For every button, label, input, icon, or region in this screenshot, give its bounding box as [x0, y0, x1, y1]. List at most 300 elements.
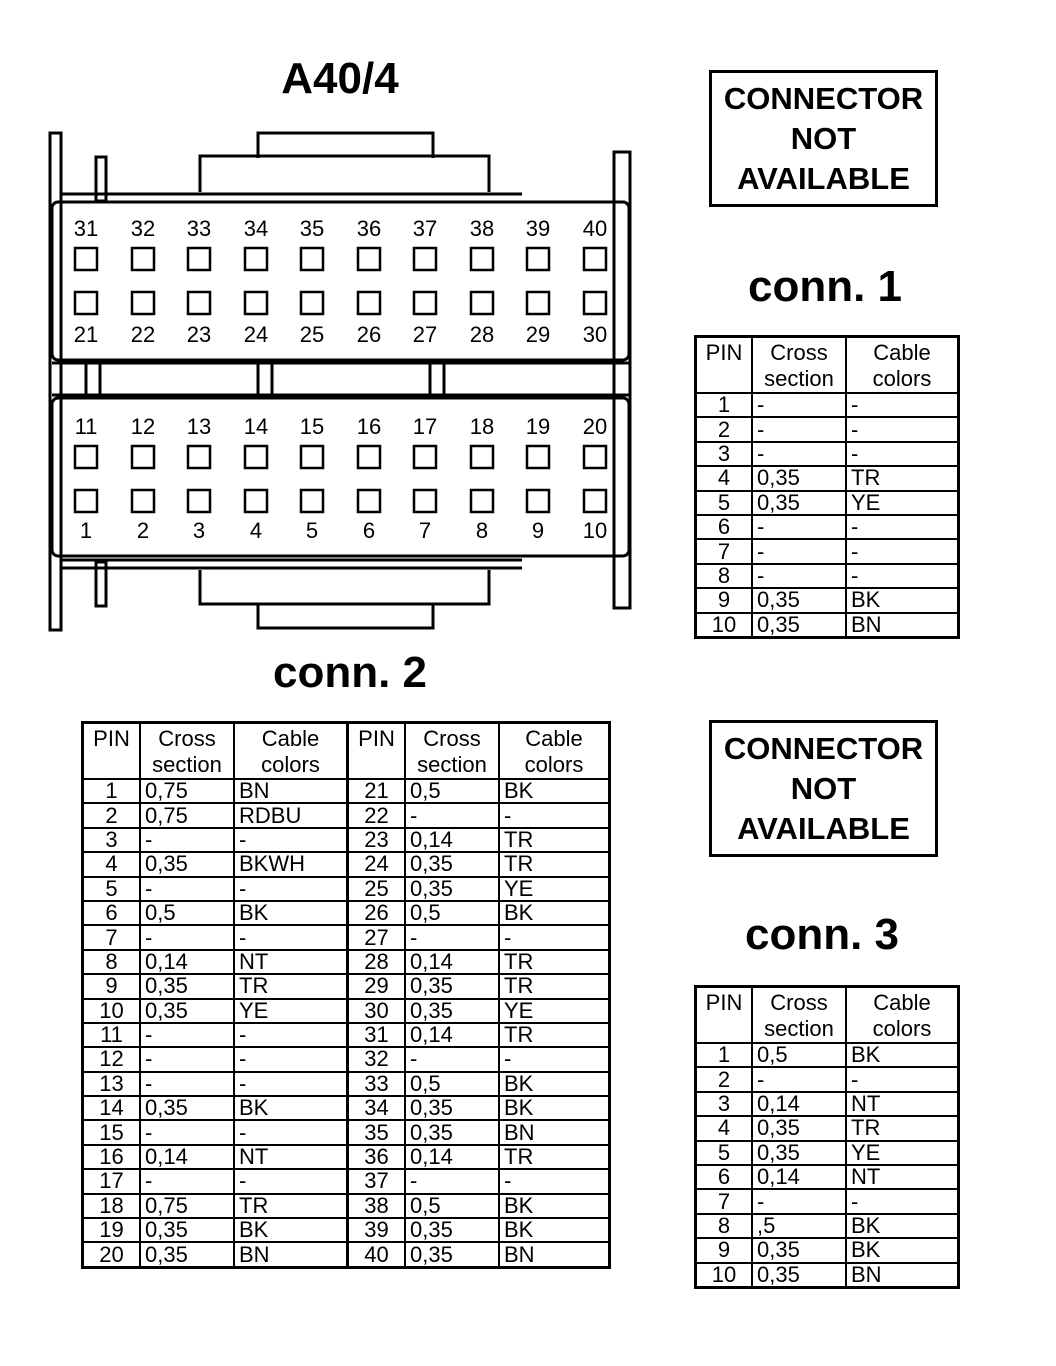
conn2-cell-pin: 4 — [83, 852, 141, 876]
pin-number-label: 6 — [362, 518, 376, 543]
conn3-header-cross: Cross section — [752, 987, 846, 1044]
pin-number-label: 32 — [130, 216, 156, 241]
na2-line2: NOT — [790, 770, 857, 806]
conn2-cell-cable-color: BK — [234, 1096, 348, 1120]
pin-socket — [188, 292, 210, 314]
conn2-cell-cable-color: TR — [234, 974, 348, 998]
conn2-header-cable-a: Cable colors — [234, 723, 348, 780]
conn2-cell-cross-section: 0,14 — [140, 1145, 234, 1169]
conn3-cell-pin: 10 — [696, 1263, 753, 1288]
conn2-cell-pin: 39 — [348, 1218, 406, 1242]
conn1-cell-pin: 6 — [696, 515, 753, 539]
pin-number-label: 14 — [243, 414, 269, 439]
conn2-cell-cross-section: 0,35 — [405, 1242, 499, 1267]
conn2-row — [83, 974, 610, 998]
conn2-cell-cross-section: 0,14 — [405, 1145, 499, 1169]
conn2-cell-pin: 9 — [83, 974, 141, 998]
conn2-cell-cable-color: BN — [234, 1242, 348, 1267]
conn2-cell-cross-section: - — [140, 1023, 234, 1047]
pin-number-label: 35 — [299, 216, 325, 241]
conn2-cell-cross-section: - — [140, 1169, 234, 1193]
conn3-header-pin: PIN — [696, 987, 753, 1044]
na1-line1: CONNECTOR — [723, 80, 924, 116]
conn2-title: conn. 2 — [272, 648, 428, 697]
conn3-row — [696, 1238, 959, 1262]
conn2-row — [83, 1023, 610, 1047]
conn2-cell-cable-color: BK — [499, 1218, 610, 1242]
conn1-cell-cross-section: - — [752, 393, 846, 417]
conn2-cell-pin: 37 — [348, 1169, 406, 1193]
conn3-cell-pin: 2 — [696, 1067, 753, 1091]
conn3-row — [696, 1043, 959, 1067]
conn2-cell-pin: 26 — [348, 901, 406, 925]
pin-number-label: 28 — [469, 322, 495, 347]
conn2-cell-pin: 19 — [83, 1218, 141, 1242]
conn2-cell-cable-color: RDBU — [234, 803, 348, 827]
pin-number-label: 10 — [582, 518, 608, 543]
conn2-row — [83, 1047, 610, 1071]
pin-number-label: 27 — [412, 322, 438, 347]
conn2-cell-cross-section: 0,35 — [140, 1096, 234, 1120]
pin-number-label: 33 — [186, 216, 212, 241]
conn3-cell-cable-color: - — [846, 1189, 959, 1213]
conn2-cell-pin: 17 — [83, 1169, 141, 1193]
pin-socket — [188, 248, 210, 270]
pin-socket — [414, 292, 436, 314]
conn1-title: conn. 1 — [747, 262, 903, 311]
conn2-cell-cable-color: - — [234, 1023, 348, 1047]
pin-socket — [75, 292, 97, 314]
pin-socket — [75, 490, 97, 512]
conn1-cell-cable-color: - — [846, 417, 959, 441]
pin-socket — [527, 292, 549, 314]
conn1-row — [696, 564, 959, 588]
pin-socket — [358, 248, 380, 270]
conn2-row — [83, 1072, 610, 1096]
pin-socket — [358, 446, 380, 468]
conn1-cell-cable-color: BN — [846, 613, 959, 638]
conn3-cell-pin: 3 — [696, 1092, 753, 1116]
conn1-cell-pin: 3 — [696, 442, 753, 466]
pin-socket — [245, 490, 267, 512]
conn3-row — [696, 1165, 959, 1189]
conn3-cell-pin: 9 — [696, 1238, 753, 1262]
conn2-cell-cross-section: 0,35 — [140, 974, 234, 998]
na1-line3: AVAILABLE — [737, 160, 910, 196]
pin-socket — [414, 446, 436, 468]
conn2-row — [83, 901, 610, 925]
conn2-row — [83, 828, 610, 852]
conn1-table — [694, 335, 960, 639]
conn2-cell-cross-section: 0,5 — [405, 1072, 499, 1096]
pin-number-label: 5 — [305, 518, 319, 543]
conn2-cell-pin: 31 — [348, 1023, 406, 1047]
conn2-header-cable-b: Cable colors — [499, 723, 610, 780]
pin-socket — [245, 446, 267, 468]
conn1-cell-cross-section: 0,35 — [752, 491, 846, 515]
conn2-cell-cable-color: - — [234, 828, 348, 852]
conn2-cell-cable-color: BN — [499, 1242, 610, 1267]
pin-socket — [527, 248, 549, 270]
conn1-cell-cross-section: - — [752, 539, 846, 563]
pin-socket — [471, 490, 493, 512]
conn2-cell-cross-section: 0,35 — [405, 974, 499, 998]
conn2-cell-cable-color: TR — [499, 852, 610, 876]
conn2-row — [83, 1096, 610, 1120]
pin-number-label: 18 — [469, 414, 495, 439]
main-title: A40/4 — [281, 54, 399, 103]
conn3-cell-cable-color: - — [846, 1067, 959, 1091]
conn3-cell-cross-section: 0,14 — [752, 1165, 846, 1189]
pin-number-label: 31 — [73, 216, 99, 241]
pin-number-label: 3 — [192, 518, 206, 543]
conn2-header-pin-b: PIN — [348, 723, 406, 780]
pin-number-label: 11 — [74, 414, 98, 439]
conn2-table — [81, 721, 611, 1269]
conn3-cell-pin: 7 — [696, 1189, 753, 1213]
conn3-cell-cable-color: BK — [846, 1238, 959, 1262]
pin-number-label: 16 — [356, 414, 382, 439]
conn2-cell-cable-color: - — [234, 1169, 348, 1193]
conn1-cell-cross-section: - — [752, 564, 846, 588]
conn2-cell-pin: 40 — [348, 1242, 406, 1267]
pin-number-label: 20 — [582, 414, 608, 439]
conn2-row — [83, 779, 610, 803]
conn2-cell-pin: 29 — [348, 974, 406, 998]
pin-socket — [584, 490, 606, 512]
conn2-row — [83, 1120, 610, 1144]
conn2-cell-cross-section: 0,14 — [405, 950, 499, 974]
conn1-cell-cross-section: - — [752, 442, 846, 466]
conn3-cell-cable-color: BK — [846, 1214, 959, 1238]
pin-number-label: 7 — [418, 518, 432, 543]
conn1-cell-cable-color: - — [846, 442, 959, 466]
pin-socket — [471, 248, 493, 270]
pin-number-label: 39 — [525, 216, 551, 241]
conn3-cell-cross-section: 0,35 — [752, 1263, 846, 1288]
conn2-cell-cable-color: BK — [499, 779, 610, 803]
conn2-cell-cross-section: - — [140, 828, 234, 852]
conn2-row — [83, 925, 610, 949]
conn3-cell-cross-section: 0,35 — [752, 1116, 846, 1140]
pin-socket — [527, 490, 549, 512]
conn2-cell-cable-color: BK — [499, 1072, 610, 1096]
conn2-cell-pin: 24 — [348, 852, 406, 876]
pin-number-label: 15 — [299, 414, 325, 439]
conn3-cell-cable-color: NT — [846, 1092, 959, 1116]
conn2-cell-pin: 32 — [348, 1047, 406, 1071]
conn3-cell-pin: 8 — [696, 1214, 753, 1238]
conn1-cell-pin: 4 — [696, 466, 753, 490]
pin-number-label: 19 — [525, 414, 551, 439]
conn2-cell-cable-color: BKWH — [234, 852, 348, 876]
conn2-cell-pin: 27 — [348, 925, 406, 949]
pin-number-label: 2 — [136, 518, 150, 543]
conn2-cell-pin: 2 — [83, 803, 141, 827]
conn2-cell-pin: 36 — [348, 1145, 406, 1169]
conn2-row — [83, 1145, 610, 1169]
pin-number-label: 23 — [186, 322, 212, 347]
conn2-cell-cable-color: YE — [499, 999, 610, 1023]
conn1-header-row — [696, 337, 959, 394]
conn2-cell-cable-color: BK — [499, 1194, 610, 1218]
pin-socket — [584, 292, 606, 314]
conn2-cell-pin: 30 — [348, 999, 406, 1023]
conn1-row — [696, 442, 959, 466]
conn2-cell-pin: 38 — [348, 1194, 406, 1218]
conn2-cell-cross-section: 0,35 — [140, 852, 234, 876]
conn2-cell-pin: 13 — [83, 1072, 141, 1096]
conn1-cell-cable-color: - — [846, 564, 959, 588]
conn2-cell-pin: 18 — [83, 1194, 141, 1218]
conn2-cell-cross-section: 0,5 — [140, 901, 234, 925]
conn2-cell-cable-color: NT — [234, 1145, 348, 1169]
conn1-header-pin: PIN — [696, 337, 753, 394]
conn3-cell-cross-section: ,5 — [752, 1214, 846, 1238]
na2-line1: CONNECTOR — [723, 730, 924, 766]
conn2-cell-cross-section: - — [405, 1169, 499, 1193]
conn2-cell-cross-section: 0,35 — [405, 1120, 499, 1144]
conn1-cell-cross-section: - — [752, 417, 846, 441]
conn3-cell-cable-color: BN — [846, 1263, 959, 1288]
conn1-row — [696, 393, 959, 417]
conn2-cell-cable-color: NT — [234, 950, 348, 974]
conn2-cell-cross-section: 0,35 — [405, 1218, 499, 1242]
conn2-cell-cable-color: TR — [499, 828, 610, 852]
conn2-cell-cable-color: TR — [499, 1023, 610, 1047]
pin-number-label: 21 — [73, 322, 99, 347]
conn2-cell-pin: 5 — [83, 877, 141, 901]
conn2-cell-cross-section: 0,75 — [140, 779, 234, 803]
conn3-header-cable: Cable colors — [846, 987, 959, 1044]
conn1-cell-cable-color: YE — [846, 491, 959, 515]
conn1-cell-cross-section: - — [752, 515, 846, 539]
conn2-cell-cable-color: YE — [234, 999, 348, 1023]
conn3-cell-cross-section: 0,14 — [752, 1092, 846, 1116]
conn2-cell-pin: 3 — [83, 828, 141, 852]
conn1-cell-cable-color: BK — [846, 588, 959, 612]
conn2-row — [83, 1242, 610, 1267]
conn2-cell-cross-section: 0,5 — [405, 779, 499, 803]
conn2-cell-pin: 28 — [348, 950, 406, 974]
pin-socket — [414, 490, 436, 512]
conn2-cell-cross-section: 0,35 — [140, 1242, 234, 1267]
pin-number-label: 24 — [243, 322, 269, 347]
conn3-cell-cross-section: 0,35 — [752, 1141, 846, 1165]
conn2-cell-cable-color: - — [499, 1169, 610, 1193]
conn3-cell-cable-color: YE — [846, 1141, 959, 1165]
conn2-cell-cross-section: - — [140, 1120, 234, 1144]
conn1-cell-cable-color: TR — [846, 466, 959, 490]
pin-number-label: 4 — [249, 518, 263, 543]
conn2-cell-cable-color: - — [234, 1072, 348, 1096]
conn2-cell-cross-section: 0,14 — [405, 828, 499, 852]
conn2-cell-cable-color: - — [234, 925, 348, 949]
pin-socket — [245, 248, 267, 270]
conn2-cell-cable-color: TR — [499, 1145, 610, 1169]
pin-number-label: 8 — [475, 518, 489, 543]
conn1-cell-cross-section: 0,35 — [752, 588, 846, 612]
conn2-cell-cross-section: - — [140, 1047, 234, 1071]
conn2-cell-cable-color: BK — [499, 1096, 610, 1120]
conn3-row — [696, 1189, 959, 1213]
conn2-cell-cable-color: BN — [499, 1120, 610, 1144]
pin-number-label: 12 — [130, 414, 156, 439]
conn1-header-cable: Cable colors — [846, 337, 959, 394]
conn2-cell-cross-section: 0,35 — [405, 1096, 499, 1120]
pin-socket — [471, 446, 493, 468]
conn2-cell-cable-color: BK — [234, 1218, 348, 1242]
conn2-cell-cable-color: BN — [234, 779, 348, 803]
conn2-cell-pin: 8 — [83, 950, 141, 974]
conn3-cell-pin: 4 — [696, 1116, 753, 1140]
conn2-cell-pin: 34 — [348, 1096, 406, 1120]
conn1-cell-pin: 8 — [696, 564, 753, 588]
pin-socket — [132, 292, 154, 314]
conn2-cell-cable-color: TR — [234, 1194, 348, 1218]
pin-socket — [301, 292, 323, 314]
pin-socket — [75, 248, 97, 270]
conn3-row — [696, 1141, 959, 1165]
pin-socket — [471, 292, 493, 314]
conn2-cell-pin: 12 — [83, 1047, 141, 1071]
conn2-cell-cross-section: - — [140, 877, 234, 901]
conn2-cell-cross-section: - — [140, 1072, 234, 1096]
conn2-cell-cross-section: - — [405, 803, 499, 827]
pin-number-label: 1 — [79, 518, 93, 543]
conn1-header-cross: Cross section — [752, 337, 846, 394]
conn3-table — [694, 985, 960, 1289]
conn1-cell-pin: 1 — [696, 393, 753, 417]
conn2-row — [83, 1194, 610, 1218]
conn2-cell-cross-section: 0,5 — [405, 1194, 499, 1218]
conn2-row — [83, 1218, 610, 1242]
conn2-cell-cable-color: TR — [499, 974, 610, 998]
conn2-cell-pin: 6 — [83, 901, 141, 925]
conn2-cell-pin: 7 — [83, 925, 141, 949]
conn3-cell-cable-color: NT — [846, 1165, 959, 1189]
conn1-row — [696, 539, 959, 563]
conn1-cell-pin: 5 — [696, 491, 753, 515]
conn2-header-row — [83, 723, 610, 780]
pin-socket — [584, 248, 606, 270]
conn2-cell-pin: 21 — [348, 779, 406, 803]
conn2-cell-pin: 33 — [348, 1072, 406, 1096]
conn2-header-cross-a: Cross section — [140, 723, 234, 780]
connector-diagram — [0, 0, 660, 640]
pin-socket — [301, 248, 323, 270]
na2-line3: AVAILABLE — [737, 810, 910, 846]
conn2-cell-cable-color: TR — [499, 950, 610, 974]
conn3-cell-pin: 5 — [696, 1141, 753, 1165]
pin-number-label: 17 — [412, 414, 438, 439]
pin-socket — [188, 446, 210, 468]
conn2-header-cross-b: Cross section — [405, 723, 499, 780]
pin-number-label: 36 — [356, 216, 382, 241]
conn2-header-pin-a: PIN — [83, 723, 141, 780]
pin-socket — [132, 446, 154, 468]
conn2-cell-pin: 16 — [83, 1145, 141, 1169]
pin-number-label: 34 — [243, 216, 269, 241]
conn1-cell-pin: 9 — [696, 588, 753, 612]
conn1-row — [696, 466, 959, 490]
conn1-cell-pin: 7 — [696, 539, 753, 563]
pin-socket — [132, 248, 154, 270]
conn1-row — [696, 491, 959, 515]
conn3-row — [696, 1067, 959, 1091]
conn1-row — [696, 588, 959, 612]
pin-number-label: 37 — [412, 216, 438, 241]
conn2-cell-cross-section: 0,75 — [140, 1194, 234, 1218]
pin-socket — [301, 446, 323, 468]
conn1-row — [696, 515, 959, 539]
conn3-cell-cable-color: BK — [846, 1043, 959, 1067]
pin-number-label: 40 — [582, 216, 608, 241]
conn1-cell-cross-section: 0,35 — [752, 613, 846, 638]
conn2-cell-cable-color: - — [499, 1047, 610, 1071]
connector-not-available-box-2 — [709, 720, 938, 857]
conn1-cell-cable-color: - — [846, 515, 959, 539]
conn2-cell-cross-section: - — [405, 925, 499, 949]
pin-socket — [584, 446, 606, 468]
conn1-cell-cross-section: 0,35 — [752, 466, 846, 490]
conn2-cell-pin: 23 — [348, 828, 406, 852]
conn2-cell-pin: 25 — [348, 877, 406, 901]
conn2-cell-pin: 20 — [83, 1242, 141, 1267]
conn3-cell-cross-section: 0,5 — [752, 1043, 846, 1067]
pin-number-label: 22 — [130, 322, 156, 347]
conn2-row — [83, 877, 610, 901]
conn3-row — [696, 1263, 959, 1288]
conn2-cell-cable-color: - — [234, 1047, 348, 1071]
conn2-cell-cable-color: BK — [234, 901, 348, 925]
conn3-cell-pin: 1 — [696, 1043, 753, 1067]
conn1-cell-cable-color: - — [846, 539, 959, 563]
conn2-cell-cable-color: - — [234, 1120, 348, 1144]
conn2-cell-cable-color: BK — [499, 901, 610, 925]
conn2-cell-cross-section: 0,35 — [405, 877, 499, 901]
pin-socket — [358, 490, 380, 512]
conn2-cell-pin: 10 — [83, 999, 141, 1023]
conn2-cell-pin: 22 — [348, 803, 406, 827]
pin-number-label: 25 — [299, 322, 325, 347]
pin-socket — [188, 490, 210, 512]
conn3-cell-cross-section: 0,35 — [752, 1238, 846, 1262]
na1-line2: NOT — [790, 120, 857, 156]
conn2-cell-cross-section: 0,75 — [140, 803, 234, 827]
conn2-cell-cross-section: 0,35 — [405, 852, 499, 876]
conn2-cell-cross-section: 0,14 — [140, 950, 234, 974]
conn2-row — [83, 852, 610, 876]
conn3-cell-pin: 6 — [696, 1165, 753, 1189]
conn2-cell-cross-section: 0,35 — [140, 1218, 234, 1242]
conn2-cell-cross-section: - — [405, 1047, 499, 1071]
conn2-cell-cable-color: - — [499, 803, 610, 827]
conn2-cell-cable-color: - — [499, 925, 610, 949]
conn2-cell-cross-section: 0,14 — [405, 1023, 499, 1047]
conn2-cell-cable-color: - — [234, 877, 348, 901]
conn3-row — [696, 1116, 959, 1140]
conn2-row — [83, 803, 610, 827]
conn3-row — [696, 1092, 959, 1116]
conn3-cell-cross-section: - — [752, 1067, 846, 1091]
pin-socket — [75, 446, 97, 468]
conn3-cell-cross-section: - — [752, 1189, 846, 1213]
pin-number-label: 29 — [525, 322, 551, 347]
conn2-row — [83, 1169, 610, 1193]
conn2-row — [83, 950, 610, 974]
pin-number-label: 30 — [582, 322, 608, 347]
